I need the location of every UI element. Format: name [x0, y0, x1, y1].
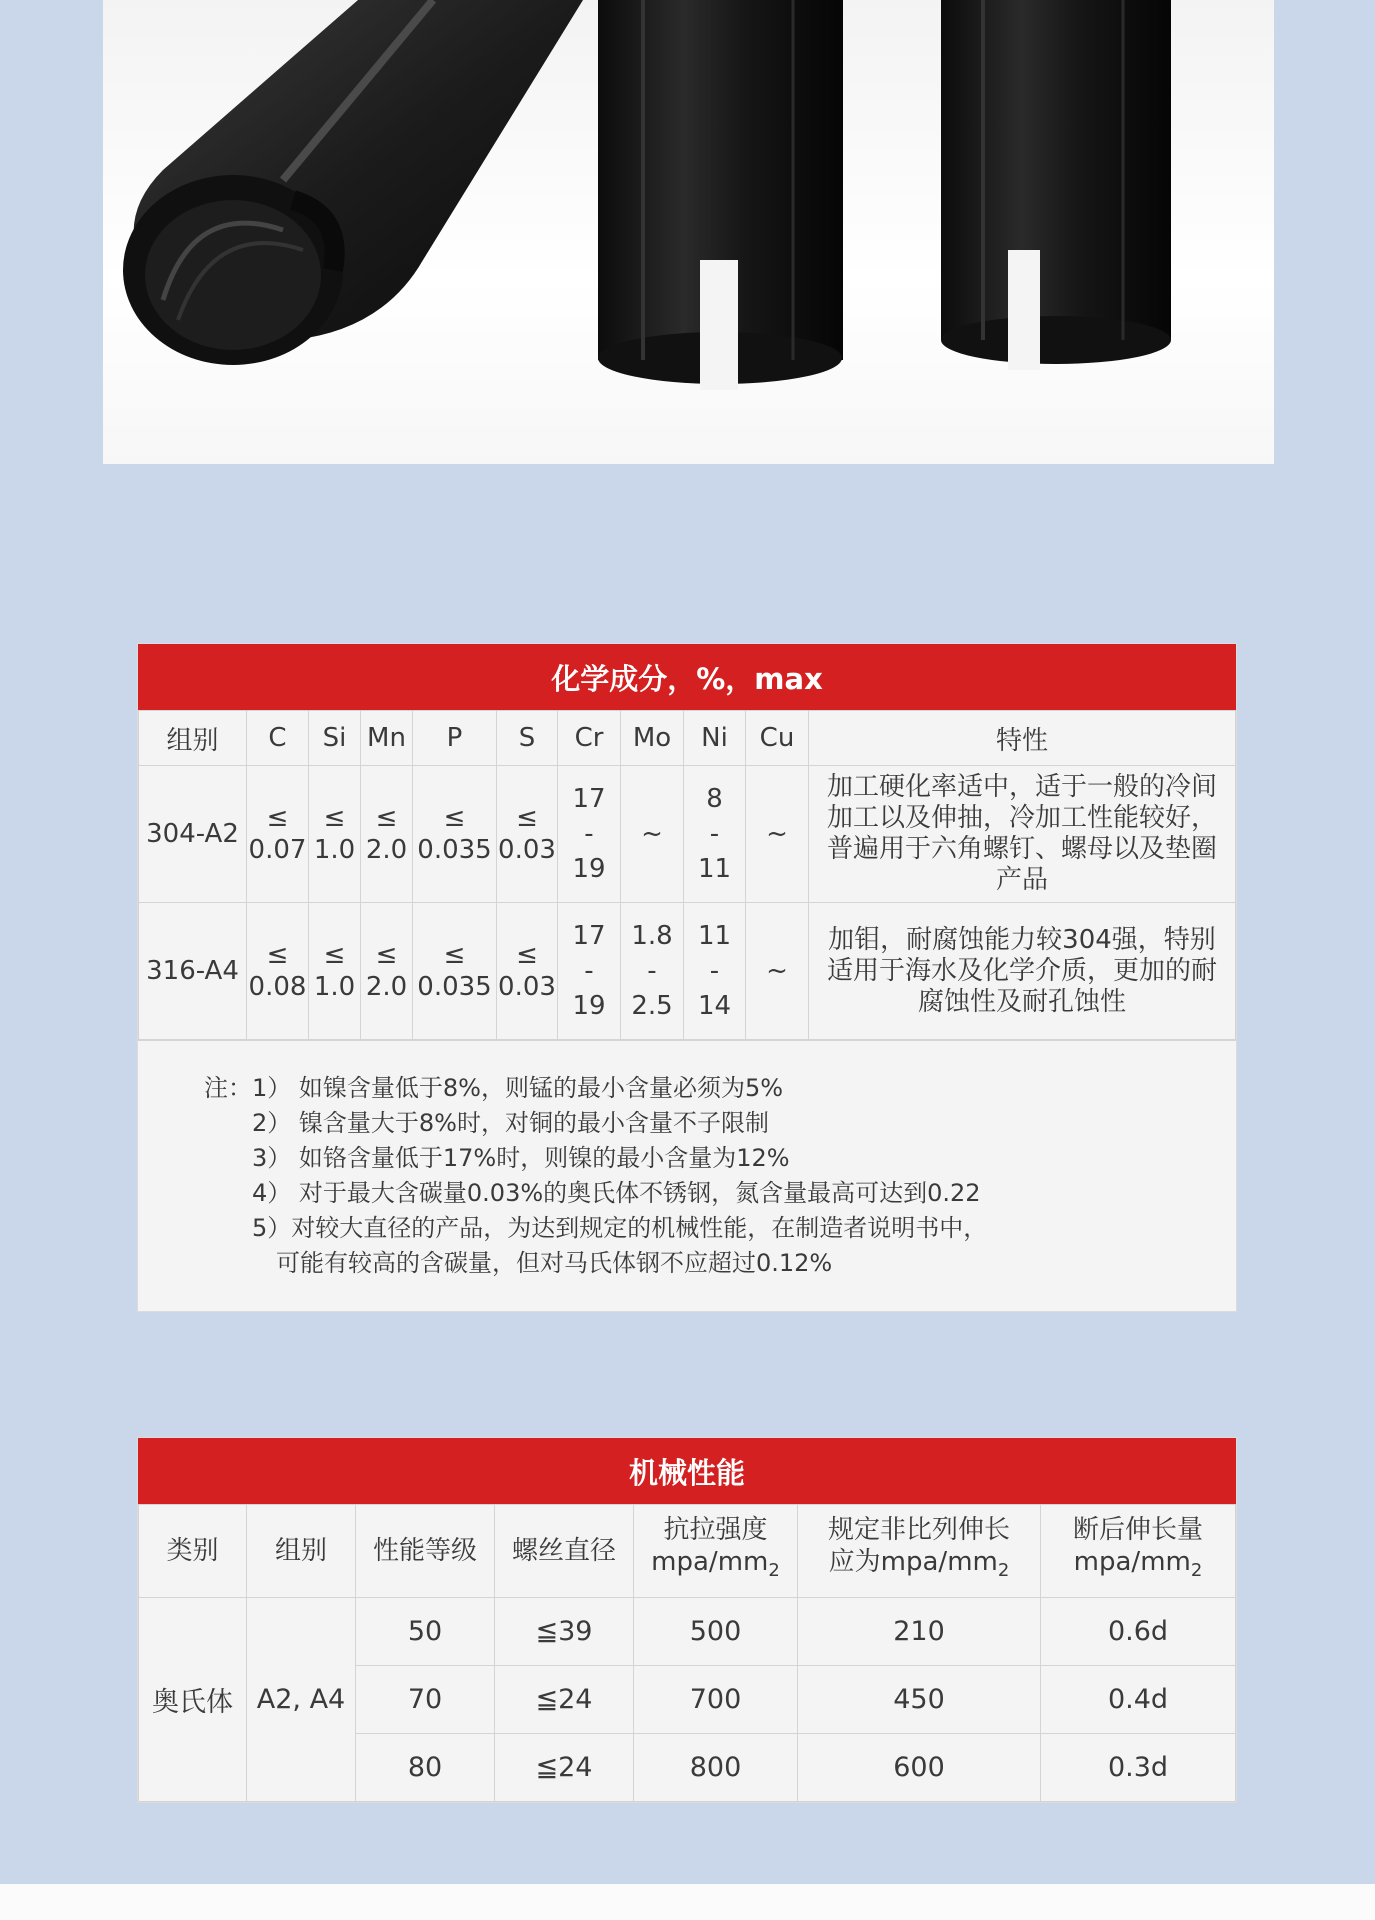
category-cell: 奥氏体 — [139, 1598, 247, 1802]
yield-cell: 210 — [798, 1598, 1041, 1666]
cu-cell: ~ — [746, 766, 809, 903]
header-c: C — [247, 711, 309, 766]
header-mo: Mo — [621, 711, 684, 766]
chemical-composition-table — [138, 710, 1236, 1040]
header-cu: Cu — [746, 711, 809, 766]
header-ni: Ni — [684, 711, 746, 766]
mech-header-row — [139, 1505, 1236, 1598]
s-cell: ≤ 0.03 — [497, 903, 558, 1040]
yield-cell: 450 — [798, 1666, 1041, 1734]
s-cell: ≤ 0.03 — [497, 766, 558, 903]
header-diameter: 螺丝直径 — [495, 1505, 634, 1598]
header-group: 组别 — [139, 711, 247, 766]
p-cell: ≤ 0.035 — [413, 766, 497, 903]
c-cell: ≤ 0.07 — [247, 766, 309, 903]
footer-strip — [0, 1884, 1375, 1920]
mechanical-properties-table — [138, 1504, 1236, 1802]
tilted-pin — [123, 0, 583, 365]
note-item: 2） 镍含量大于8%时，对铜的最小含量不子限制 — [252, 1109, 769, 1137]
product-photo — [103, 0, 1274, 464]
header-cr: Cr — [558, 711, 621, 766]
elongation-cell: 0.6d — [1041, 1598, 1236, 1666]
spring-pin-illustration — [103, 0, 1274, 464]
header-si: Si — [309, 711, 361, 766]
yield-cell: 600 — [798, 1734, 1041, 1802]
note-item: 1） 如镍含量低于8%，则锰的最小含量必须为5% — [252, 1074, 784, 1102]
note-item: 4） 对于最大含碳量0.03%的奥氏体不锈钢，氮含量最高可达到0.22 — [252, 1179, 981, 1207]
right-pin — [941, 0, 1171, 370]
cu-cell: ~ — [746, 903, 809, 1040]
middle-pin — [598, 0, 843, 390]
diameter-cell: ≦24 — [495, 1734, 634, 1802]
note-item: 3） 如铬含量低于17%时，则镍的最小含量为12% — [252, 1144, 790, 1172]
header-grade: 性能等级 — [356, 1505, 495, 1598]
mechanical-properties-panel — [138, 1438, 1236, 1802]
grade-cell: 50 — [356, 1598, 495, 1666]
header-elongation: 断后伸长量 mpa/$mm_2$ — [1041, 1505, 1236, 1598]
table-row — [139, 903, 1236, 1040]
header-mn: Mn — [361, 711, 413, 766]
notes-label: 注： — [204, 1074, 252, 1102]
elongation-cell: 0.4d — [1041, 1666, 1236, 1734]
mech-table-title: 机械性能 — [138, 1438, 1236, 1504]
chemical-composition-panel — [138, 644, 1236, 1311]
chem-table-title: 化学成分，%，max — [138, 644, 1236, 710]
chem-header-row — [139, 711, 1236, 766]
feature-cell: 加工硬化率适中，适于一般的冷间加工以及伸抽，冷加工性能较好，普遍用于六角螺钉、螺母以及垫圈产品 — [809, 766, 1236, 903]
tensile-cell: 800 — [634, 1734, 798, 1802]
mn-cell: ≤ 2.0 — [361, 903, 413, 1040]
mo-cell: 1.8 - 2.5 — [621, 903, 684, 1040]
grade-cell: 70 — [356, 1666, 495, 1734]
tensile-cell: 500 — [634, 1598, 798, 1666]
ni-cell: 8 - 11 — [684, 766, 746, 903]
feature-cell: 加钼，耐腐蚀能力较304强，特别适用于海水及化学介质，更加的耐腐蚀性及耐孔蚀性 — [809, 903, 1236, 1040]
group-cell: 316-A4 — [139, 903, 247, 1040]
si-cell: ≤ 1.0 — [309, 903, 361, 1040]
cr-cell: 17 - 19 — [558, 766, 621, 903]
group-cell: 304-A2 — [139, 766, 247, 903]
p-cell: ≤ 0.035 — [413, 903, 497, 1040]
table-row — [139, 1598, 1236, 1666]
si-cell: ≤ 1.0 — [309, 766, 361, 903]
header-p: P — [413, 711, 497, 766]
elongation-cell: 0.3d — [1041, 1734, 1236, 1802]
mn-cell: ≤ 2.0 — [361, 766, 413, 903]
header-tensile: 抗拉强度 mpa/$mm_2$ — [634, 1505, 798, 1598]
header-yield: 规定非比列伸长 应为mpa/$mm_2$ — [798, 1505, 1041, 1598]
cr-cell: 17 - 19 — [558, 903, 621, 1040]
notes-section — [138, 1040, 1236, 1311]
diameter-cell: ≦39 — [495, 1598, 634, 1666]
header-category: 类别 — [139, 1505, 247, 1598]
grade-cell: 80 — [356, 1734, 495, 1802]
mo-cell: ~ — [621, 766, 684, 903]
group-cell: A2, A4 — [247, 1598, 356, 1802]
ni-cell: 11 - 14 — [684, 903, 746, 1040]
diameter-cell: ≦24 — [495, 1666, 634, 1734]
header-feature: 特性 — [809, 711, 1236, 766]
table-row — [139, 766, 1236, 903]
header-s: S — [497, 711, 558, 766]
note-continuation: 可能有较高的含碳量，但对马氏体钢不应超过0.12% — [276, 1249, 833, 1277]
c-cell: ≤ 0.08 — [247, 903, 309, 1040]
header-group: 组别 — [247, 1505, 356, 1598]
note-item: 5）对较大直径的产品，为达到规定的机械性能，在制造者说明书中， — [252, 1214, 988, 1242]
tensile-cell: 700 — [634, 1666, 798, 1734]
